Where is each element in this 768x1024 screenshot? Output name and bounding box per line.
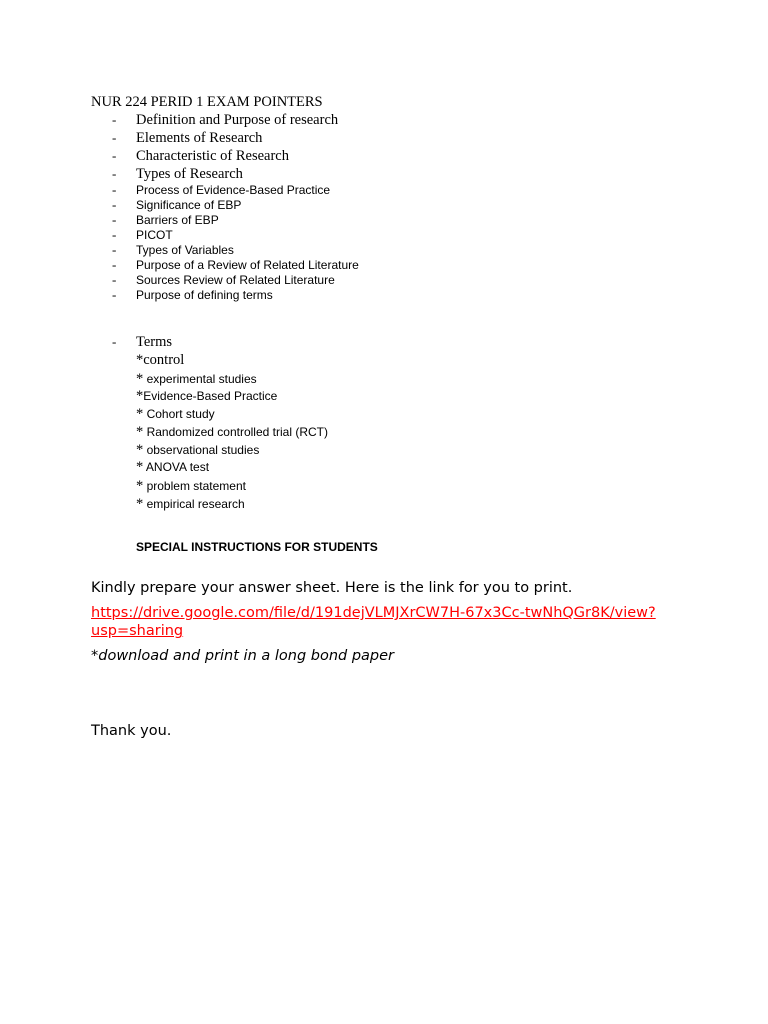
term-text: Randomized controlled trial (RCT) bbox=[143, 425, 328, 439]
list-dash: - bbox=[112, 197, 117, 212]
term-bullet: * bbox=[136, 424, 144, 440]
list-dash: - bbox=[112, 272, 117, 287]
term-bullet: * bbox=[136, 442, 144, 458]
list-dash: - bbox=[112, 130, 117, 145]
term-item bbox=[136, 423, 328, 441]
list-dash: - bbox=[112, 166, 117, 181]
term-item bbox=[136, 351, 184, 369]
pointer-text: Process of Evidence-Based Practice bbox=[136, 183, 331, 197]
list-dash: - bbox=[112, 257, 117, 272]
link-line-1: https://drive.google.com/file/d/191dejVLMJXrCW7H-67x3Cc-twNhQGr8K/view? bbox=[91, 605, 656, 621]
pointer-text: Elements of Research bbox=[136, 130, 263, 146]
download-note-text: download and print in a long bond paper bbox=[98, 648, 395, 664]
term-bullet: * bbox=[136, 406, 144, 422]
term-item bbox=[136, 441, 259, 459]
list-dash: - bbox=[112, 212, 117, 227]
answer-sheet-text: Kindly prepare your answer sheet. Here is the link for you to print. bbox=[91, 580, 573, 596]
term-bullet: * bbox=[136, 478, 144, 494]
pointer-text: Significance of EBP bbox=[136, 198, 242, 212]
pointer-text: Sources Review of Related Literature bbox=[136, 273, 335, 287]
term-text: problem statement bbox=[143, 479, 246, 493]
pointer-text: Types of Variables bbox=[136, 243, 234, 257]
term-item bbox=[136, 495, 245, 513]
thank-you-text: Thank you. bbox=[91, 723, 172, 739]
term-text: empirical research bbox=[143, 497, 245, 511]
term-item bbox=[136, 458, 209, 476]
list-dash: - bbox=[112, 287, 117, 302]
list-dash: - bbox=[112, 334, 117, 349]
pointer-text: PICOT bbox=[136, 228, 173, 242]
download-note bbox=[91, 647, 394, 665]
term-text: ANOVA test bbox=[143, 460, 210, 474]
pointer-text: Characteristic of Research bbox=[136, 148, 289, 164]
pointer-text: Types of Research bbox=[136, 166, 243, 182]
pointer-text: Purpose of a Review of Related Literature bbox=[136, 258, 359, 272]
term-text: Evidence-Based Practice bbox=[143, 389, 278, 403]
term-item bbox=[136, 405, 215, 423]
term-text: control bbox=[143, 352, 185, 368]
term-item bbox=[136, 387, 277, 405]
term-item bbox=[136, 370, 257, 388]
terms-label: Terms bbox=[136, 334, 173, 350]
term-bullet: * bbox=[136, 388, 144, 404]
pointer-text: Purpose of defining terms bbox=[136, 288, 273, 302]
list-dash: - bbox=[112, 182, 117, 197]
term-item bbox=[136, 477, 246, 495]
list-dash: - bbox=[112, 227, 117, 242]
pointer-text: Barriers of EBP bbox=[136, 213, 219, 227]
term-text: Cohort study bbox=[143, 407, 215, 421]
term-text: experimental studies bbox=[143, 372, 257, 386]
term-text: observational studies bbox=[143, 443, 260, 457]
list-dash: - bbox=[112, 112, 117, 127]
special-instructions-heading: SPECIAL INSTRUCTIONS FOR STUDENTS bbox=[136, 540, 378, 554]
answer-sheet-link[interactable] bbox=[91, 604, 671, 640]
term-bullet: * bbox=[136, 459, 144, 475]
list-dash: - bbox=[112, 242, 117, 257]
list-dash: - bbox=[112, 148, 117, 163]
term-bullet: * bbox=[136, 371, 144, 387]
document-heading: NUR 224 PERID 1 EXAM POINTERS bbox=[91, 94, 323, 110]
download-star: * bbox=[91, 648, 99, 664]
term-bullet: * bbox=[136, 352, 144, 368]
pointer-text: Definition and Purpose of research bbox=[136, 112, 339, 128]
term-bullet: * bbox=[136, 496, 144, 512]
link-line-2: usp=sharing bbox=[91, 623, 184, 639]
